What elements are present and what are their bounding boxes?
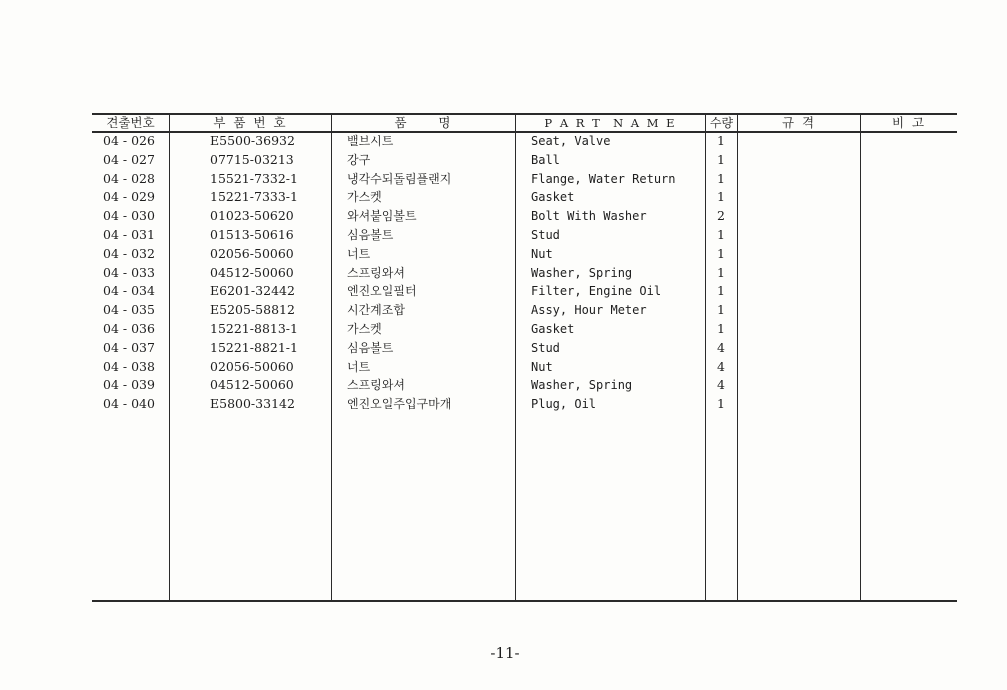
table-row bbox=[0, 226, 1007, 245]
header-part-name: P A R T N A M E bbox=[544, 116, 677, 130]
table-row bbox=[0, 207, 1007, 226]
row-korean-name: 시간계조합 bbox=[347, 303, 405, 318]
row-korean-name: 와셔붙임볼트 bbox=[347, 209, 417, 224]
row-part-number: 15221-8821-1 bbox=[210, 339, 298, 355]
table-bottom-rule bbox=[92, 600, 957, 602]
row-qty: 4 bbox=[717, 377, 725, 393]
table-row bbox=[0, 151, 1007, 170]
row-part-name: Gasket bbox=[531, 190, 575, 205]
row-part-number: E5500-36932 bbox=[210, 133, 295, 148]
row-no: 04 - 031 bbox=[103, 227, 155, 242]
row-korean-name: 강구 bbox=[347, 152, 371, 167]
row-no: 04 - 036 bbox=[103, 321, 155, 336]
row-part-number: E5800-33142 bbox=[210, 396, 295, 412]
row-korean-name: 밸브시트 bbox=[347, 134, 394, 148]
row-qty: 1 bbox=[717, 396, 725, 412]
row-korean-name: 심음볼트 bbox=[347, 340, 394, 355]
row-korean-name: 너트 bbox=[347, 246, 371, 261]
row-part-name: Washer, Spring bbox=[531, 378, 633, 393]
table-row bbox=[0, 282, 1007, 301]
header-remark: 비 고 bbox=[891, 115, 927, 130]
page-number: -11- bbox=[490, 644, 520, 662]
row-part-number: 04512-50060 bbox=[210, 264, 294, 280]
row-qty: 4 bbox=[717, 339, 725, 355]
row-qty: 2 bbox=[717, 208, 725, 224]
header-spec: 규 격 bbox=[781, 115, 817, 130]
row-part-name: Nut bbox=[531, 246, 553, 261]
row-qty: 1 bbox=[717, 151, 725, 167]
table-row bbox=[0, 320, 1007, 339]
row-part-number: E5205-58812 bbox=[210, 302, 295, 318]
row-part-name: Filter, Engine Oil bbox=[531, 284, 662, 299]
row-no: 04 - 038 bbox=[103, 358, 155, 374]
row-korean-name: 엔진오일주입구마개 bbox=[347, 397, 452, 412]
row-qty: 1 bbox=[717, 133, 725, 148]
row-no: 04 - 040 bbox=[103, 396, 155, 412]
row-qty: 1 bbox=[717, 283, 725, 299]
header-korean-name: 품 명 bbox=[394, 115, 453, 130]
row-qty: 1 bbox=[717, 321, 725, 336]
row-part-name: Seat, Valve bbox=[531, 134, 611, 148]
row-part-name: Nut bbox=[531, 359, 553, 374]
row-part-number: 01513-50616 bbox=[210, 227, 294, 242]
table-row bbox=[0, 376, 1007, 395]
row-no: 04 - 030 bbox=[103, 208, 155, 224]
row-part-name: Flange, Water Return bbox=[531, 171, 676, 186]
row-part-number: 07715-03213 bbox=[210, 151, 294, 167]
row-qty: 1 bbox=[717, 170, 725, 186]
row-no: 04 - 037 bbox=[103, 339, 155, 355]
header-qty: 수량 bbox=[709, 116, 734, 130]
header-no: 견출번호 bbox=[106, 115, 155, 130]
row-qty: 1 bbox=[717, 245, 725, 261]
row-qty: 4 bbox=[717, 358, 725, 374]
table-row bbox=[0, 245, 1007, 264]
row-part-number: 04512-50060 bbox=[210, 377, 294, 393]
row-qty: 1 bbox=[717, 227, 725, 242]
row-part-name: Bolt With Washer bbox=[531, 209, 647, 224]
row-no: 04 - 033 bbox=[103, 264, 155, 280]
row-part-number: 02056-50060 bbox=[210, 245, 294, 261]
row-no: 04 - 029 bbox=[103, 189, 155, 205]
row-part-number: E6201-32442 bbox=[210, 283, 295, 299]
row-part-number: 15221-8813-1 bbox=[210, 321, 298, 336]
row-no: 04 - 028 bbox=[103, 170, 155, 186]
row-korean-name: 가스켓 bbox=[347, 322, 382, 336]
row-part-number: 01023-50620 bbox=[210, 208, 294, 224]
row-qty: 1 bbox=[717, 264, 725, 280]
row-korean-name: 스프링와셔 bbox=[347, 378, 405, 393]
row-korean-name: 너트 bbox=[347, 359, 371, 374]
row-no: 04 - 026 bbox=[103, 133, 155, 148]
table-row bbox=[0, 301, 1007, 320]
table-row bbox=[0, 358, 1007, 377]
row-part-name: Assy, Hour Meter bbox=[531, 303, 647, 318]
row-korean-name: 스프링와셔 bbox=[347, 265, 405, 280]
row-part-name: Stud bbox=[531, 228, 560, 242]
row-no: 04 - 027 bbox=[103, 151, 155, 167]
row-part-name: Ball bbox=[531, 152, 560, 167]
row-part-name: Washer, Spring bbox=[531, 265, 633, 280]
header-part-number: 부 품 번 호 bbox=[213, 115, 288, 130]
row-part-name: Gasket bbox=[531, 322, 575, 336]
table-row bbox=[0, 395, 1007, 414]
row-qty: 1 bbox=[717, 302, 725, 318]
row-korean-name: 냉각수되돌림플랜지 bbox=[347, 171, 452, 186]
row-part-number: 15221-7333-1 bbox=[210, 189, 298, 205]
row-korean-name: 가스켓 bbox=[347, 190, 382, 205]
row-korean-name: 엔진오일필터 bbox=[347, 284, 417, 299]
row-part-number: 15521-7332-1 bbox=[210, 170, 298, 186]
table-row bbox=[0, 132, 1007, 151]
row-part-name: Plug, Oil bbox=[531, 397, 597, 412]
table-row bbox=[0, 188, 1007, 207]
table-row bbox=[0, 264, 1007, 283]
row-no: 04 - 035 bbox=[103, 302, 155, 318]
row-no: 04 - 034 bbox=[103, 283, 155, 299]
row-no: 04 - 039 bbox=[103, 377, 155, 393]
row-part-number: 02056-50060 bbox=[210, 358, 294, 374]
row-part-name: Stud bbox=[531, 340, 560, 355]
row-qty: 1 bbox=[717, 189, 725, 205]
table-row bbox=[0, 339, 1007, 358]
row-no: 04 - 032 bbox=[103, 245, 155, 261]
table-row bbox=[0, 170, 1007, 189]
row-korean-name: 심음볼트 bbox=[347, 228, 394, 242]
